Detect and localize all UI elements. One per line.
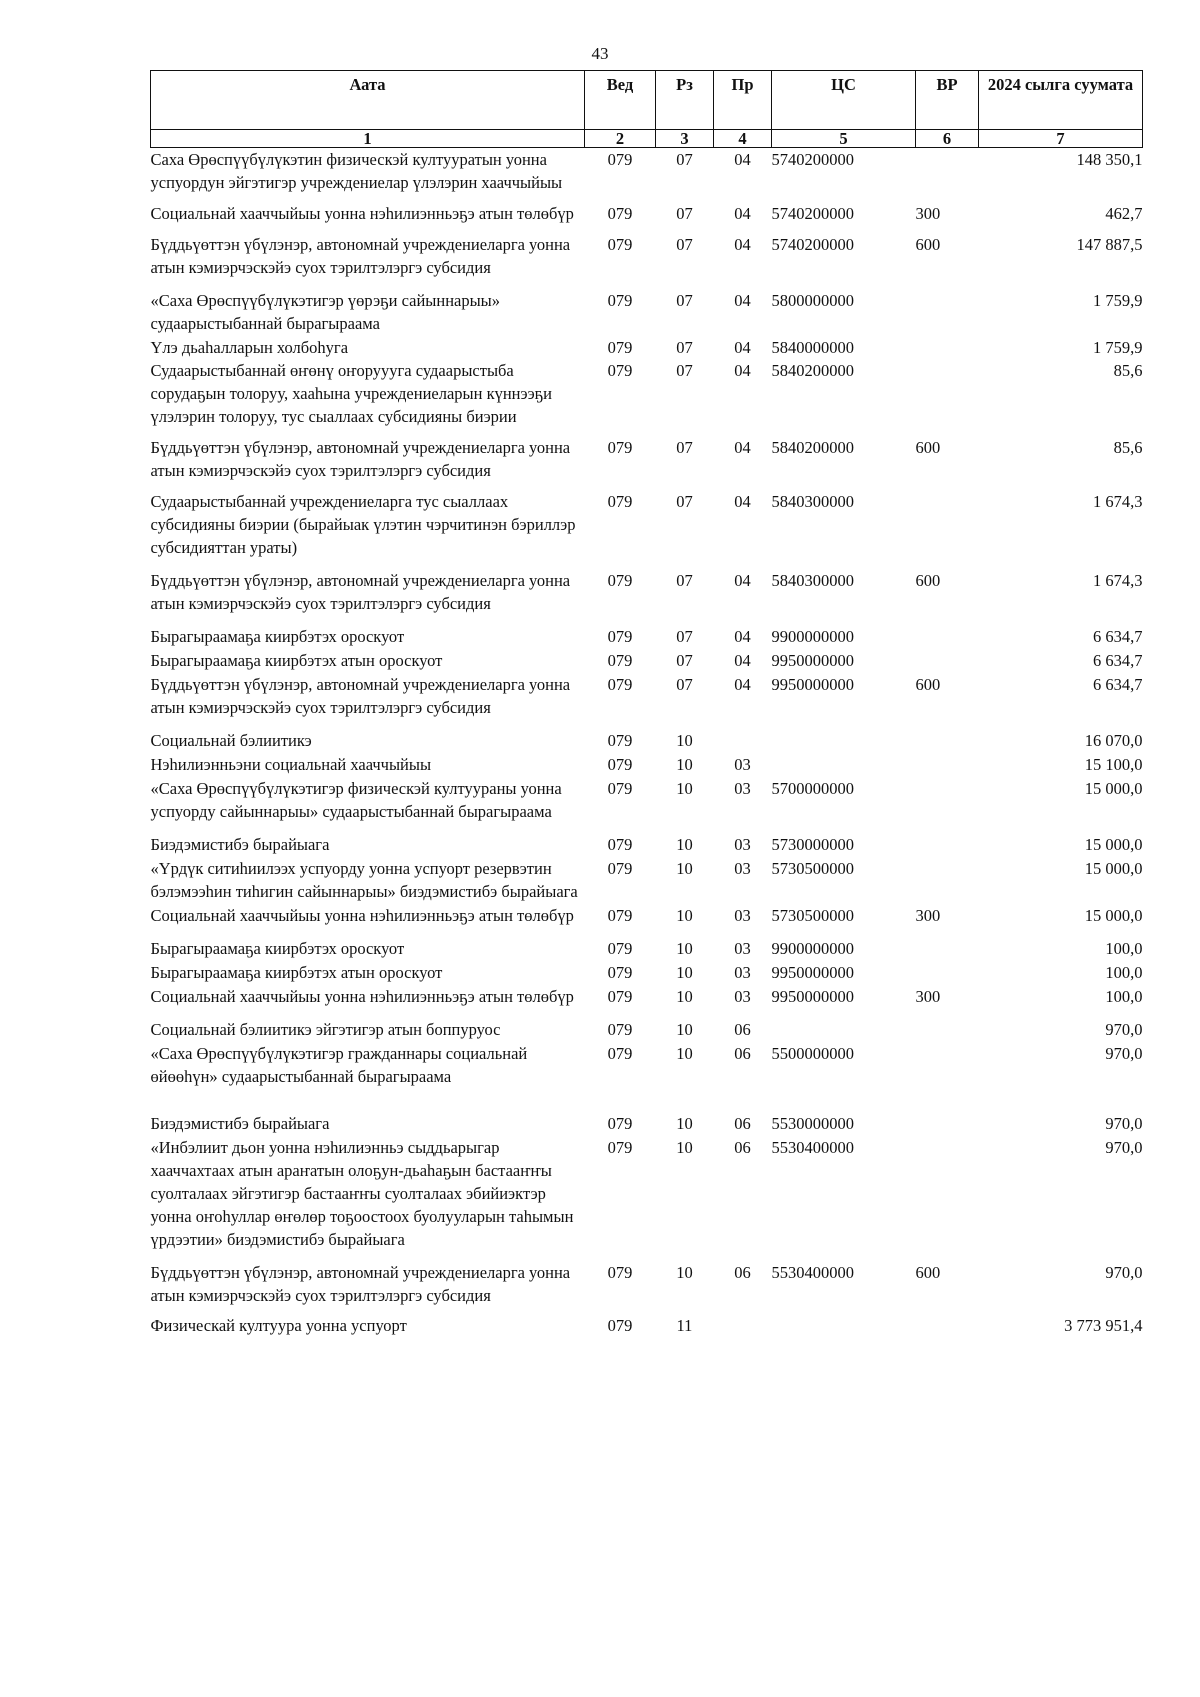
cell-rz: 10 [676, 835, 693, 854]
cell-rz: 10 [676, 987, 693, 1006]
cell-ved: 079 [607, 1263, 633, 1282]
cell-ved: 079 [607, 204, 633, 223]
cell-vr: 300 [915, 987, 941, 1006]
cell-name: «Саха Өрөспүүбүлүкэтигэр гражданнары социальнай өйөөһүн» судаарыстыбаннай бырагыраама [150, 1044, 528, 1086]
cell-ved: 079 [607, 755, 633, 774]
cell-name: Бырагыраамаҕа киирбэтэх ороскуот [150, 627, 405, 646]
cell-pr: 06 [734, 1044, 751, 1063]
cell-sum: 1 759,9 [1093, 338, 1143, 357]
cell-ved: 079 [607, 338, 633, 357]
table-row [151, 1261, 1143, 1314]
cell-cs: 5730500000 [771, 859, 854, 878]
cell-sum: 147 887,5 [1076, 235, 1143, 254]
cell-cs: 5730000000 [771, 835, 854, 854]
cell-vr: 600 [915, 1263, 941, 1282]
col-number: 2 [585, 130, 656, 148]
col-header-name: Аата [151, 71, 585, 130]
cell-cs: 5530400000 [771, 1138, 854, 1157]
cell-vr: 300 [915, 204, 941, 223]
cell-vr [916, 1136, 979, 1261]
cell-ved: 079 [607, 987, 633, 1006]
table-row [151, 1112, 1143, 1136]
table-row [151, 961, 1143, 985]
cell-ved: 079 [607, 835, 633, 854]
cell-pr: 04 [734, 291, 751, 310]
cell-name: Бырагыраамаҕа киирбэтэх атын ороскуот [150, 651, 443, 670]
table-row [151, 649, 1143, 673]
cell-pr: 03 [734, 939, 751, 958]
cell-ved: 079 [607, 438, 633, 457]
cell-pr: 04 [734, 675, 751, 694]
cell-sum: 15 000,0 [1084, 835, 1143, 854]
cell-name: «Саха Өрөспүүбүлүкэтигэр үөрэҕи сайыннарыы» судаарыстыбаннай бырагыраама [150, 291, 501, 333]
cell-name: Бүддьүөттэн үбүлэнэр, автономнай учреждениеларга уонна атын кэмиэрчэскэйэ суох тэрилтэлэргэ субсидия [150, 571, 571, 613]
cell-pr: 03 [734, 963, 751, 982]
col-header-ved: Вед [585, 71, 656, 130]
cell-vr [916, 1042, 979, 1112]
cell-name: Социальнай хааччыйыы уонна нэһилиэнньэҕэ атын төлөбүр [150, 204, 574, 223]
budget-table [150, 70, 1143, 1337]
cell-rz: 10 [676, 1138, 693, 1157]
cell-name: Социальнай хааччыйыы уонна нэһилиэнньэҕэ атын төлөбүр [150, 987, 574, 1006]
cell-sum: 970,0 [1105, 1138, 1143, 1157]
cell-ved: 079 [607, 291, 633, 310]
cell-ved: 079 [607, 571, 633, 590]
table-row [151, 937, 1143, 961]
page-number: 43 [591, 44, 609, 63]
cell-cs: 5800000000 [771, 291, 854, 310]
cell-sum: 462,7 [1105, 204, 1143, 223]
cell-rz: 07 [676, 492, 693, 511]
cell-pr: 04 [734, 204, 751, 223]
cell-ved: 079 [607, 1114, 633, 1133]
col-number: 3 [656, 130, 714, 148]
cell-vr [916, 625, 979, 649]
cell-name: Бырагыраамаҕа киирбэтэх ороскуот [150, 939, 405, 958]
cell-sum: 148 350,1 [1076, 150, 1143, 169]
cell-ved: 079 [607, 651, 633, 670]
cell-pr: 04 [734, 361, 751, 380]
cell-pr [714, 1314, 772, 1337]
cell-pr: 04 [734, 438, 751, 457]
cell-ved: 079 [607, 859, 633, 878]
cell-cs: 9950000000 [771, 987, 854, 1006]
table-body [151, 148, 1143, 1338]
cell-vr [916, 961, 979, 985]
cell-sum: 970,0 [1105, 1020, 1143, 1039]
cell-ved: 079 [607, 963, 633, 982]
cell-rz: 07 [676, 204, 693, 223]
cell-name: Социальнай бэлиитикэ эйгэтигэр атын боппуруос [150, 1020, 501, 1039]
cell-vr [916, 1018, 979, 1042]
cell-name: Биэдэмистибэ бырайыага [150, 1114, 330, 1133]
cell-rz: 10 [676, 906, 693, 925]
col-number: 6 [916, 130, 979, 148]
cell-rz: 10 [676, 1263, 693, 1282]
cell-sum: 1 759,9 [1093, 291, 1143, 310]
cell-name: «Саха Өрөспүүбүлүкэтигэр физическэй култуураны уонна успуорду сайыннарыы» судаарыстыбаннай бырагыраама [150, 779, 562, 821]
column-number-row [151, 130, 1143, 148]
cell-vr: 300 [915, 906, 941, 925]
cell-name: Нэһилиэнньэни социальнай хааччыйыы [150, 755, 432, 774]
cell-ved: 079 [607, 779, 633, 798]
cell-name: Бүддьүөттэн үбүлэнэр, автономнай учреждениеларга уонна атын кэмиэрчэскэйэ суох тэрилтэлэргэ субсидия [150, 1263, 571, 1305]
table-row [151, 833, 1143, 857]
cell-sum: 16 070,0 [1084, 731, 1143, 750]
cell-cs [772, 1314, 916, 1337]
table-row [151, 336, 1143, 359]
cell-cs: 5840300000 [771, 571, 854, 590]
cell-pr: 03 [734, 755, 751, 774]
table-row [151, 1018, 1143, 1042]
col-number: 7 [979, 130, 1143, 148]
cell-rz: 07 [676, 675, 693, 694]
cell-name: Социальнай бэлиитикэ [150, 731, 312, 750]
cell-pr: 06 [734, 1020, 751, 1039]
cell-ved: 079 [607, 1044, 633, 1063]
cell-ved: 079 [607, 731, 633, 750]
cell-pr: 04 [734, 651, 751, 670]
cell-pr: 04 [734, 627, 751, 646]
cell-ved: 079 [607, 906, 633, 925]
cell-pr [714, 729, 772, 753]
cell-name: Бүддьүөттэн үбүлэнэр, автономнай учреждениеларга уонна атын кэмиэрчэскэйэ суох тэрилтэлэргэ субсидия [150, 675, 571, 717]
cell-name: Судаарыстыбаннай өҥөнү оҥоруууга судаарыстыба сорудаҕын толоруу, хааһына учреждениеларын күннээҕи үлэлэрин толоруу, тус сыаллаах субсидияны биэрии [150, 361, 553, 426]
cell-cs: 5740200000 [771, 150, 854, 169]
cell-vr [916, 777, 979, 833]
cell-cs: 5840000000 [771, 338, 854, 357]
cell-vr [916, 289, 979, 336]
cell-cs [772, 1018, 916, 1042]
cell-sum: 970,0 [1105, 1263, 1143, 1282]
cell-vr [916, 336, 979, 359]
cell-rz: 07 [676, 338, 693, 357]
cell-rz: 07 [676, 438, 693, 457]
cell-ved: 079 [607, 235, 633, 254]
table-row [151, 202, 1143, 233]
cell-name: Саха Өрөспүүбүлүкэтин физическэй култууратын уонна успуордун эйгэтигэр учреждениелар үлэлэрин хааччыйыы [150, 150, 563, 192]
cell-sum: 970,0 [1105, 1044, 1143, 1063]
cell-sum: 6 634,7 [1093, 675, 1143, 694]
cell-cs: 9900000000 [771, 939, 854, 958]
table-row [151, 985, 1143, 1018]
cell-rz: 07 [676, 361, 693, 380]
col-header-cs: ЦС [772, 71, 916, 130]
cell-vr [916, 937, 979, 961]
cell-rz: 10 [676, 779, 693, 798]
cell-pr: 04 [734, 338, 751, 357]
cell-vr [916, 1314, 979, 1337]
cell-pr: 03 [734, 835, 751, 854]
cell-name: Физическай култуура уонна успуорт [150, 1316, 407, 1335]
cell-pr: 04 [734, 235, 751, 254]
cell-vr [916, 490, 979, 569]
cell-vr: 600 [915, 438, 941, 457]
cell-sum: 100,0 [1105, 963, 1143, 982]
col-header-pr: Пр [714, 71, 772, 130]
cell-cs: 5700000000 [771, 779, 854, 798]
cell-rz: 07 [676, 291, 693, 310]
cell-cs: 5530400000 [771, 1263, 854, 1282]
cell-rz: 10 [676, 1114, 693, 1133]
cell-sum: 15 000,0 [1084, 906, 1143, 925]
cell-cs: 9950000000 [771, 675, 854, 694]
cell-name: Социальнай хааччыйыы уонна нэһилиэнньэҕэ атын төлөбүр [150, 906, 574, 925]
cell-name: Биэдэмистибэ бырайыага [150, 835, 330, 854]
cell-cs: 5730500000 [771, 906, 854, 925]
cell-ved: 079 [607, 627, 633, 646]
cell-cs: 5840200000 [771, 361, 854, 380]
cell-rz: 07 [676, 627, 693, 646]
cell-sum: 100,0 [1105, 987, 1143, 1006]
cell-sum: 1 674,3 [1093, 492, 1143, 511]
cell-cs [772, 729, 916, 753]
cell-cs: 5740200000 [771, 235, 854, 254]
cell-sum: 85,6 [1113, 438, 1143, 457]
table-row [151, 148, 1143, 203]
cell-pr: 04 [734, 150, 751, 169]
table-row [151, 289, 1143, 336]
cell-cs: 5840200000 [771, 438, 854, 457]
cell-name: «Үрдүк ситиһиилээх успуорду уонна успуорт резервэтин бэлэмээһин тиһигин сайыннарыы» биэдэмистибэ бырайыага [150, 859, 578, 901]
cell-name: Судаарыстыбаннай учреждениеларга тус сыаллаах субсидияны биэрии (бырайыак үлэтин чэрчитинэн бэриллэр субсидияттан ураты) [150, 492, 576, 557]
cell-vr: 600 [915, 675, 941, 694]
cell-rz: 11 [676, 1316, 693, 1335]
table-row [151, 359, 1143, 436]
cell-pr: 04 [734, 571, 751, 590]
cell-pr: 06 [734, 1114, 751, 1133]
cell-sum: 15 000,0 [1084, 779, 1143, 798]
col-number: 4 [714, 130, 772, 148]
header-row [151, 71, 1143, 130]
cell-sum: 100,0 [1105, 939, 1143, 958]
cell-pr: 03 [734, 906, 751, 925]
cell-cs: 5840300000 [771, 492, 854, 511]
cell-rz: 07 [676, 235, 693, 254]
cell-vr [916, 753, 979, 777]
cell-pr: 06 [734, 1138, 751, 1157]
cell-pr: 04 [734, 492, 751, 511]
cell-sum: 6 634,7 [1093, 651, 1143, 670]
table-row [151, 729, 1143, 753]
cell-sum: 85,6 [1113, 361, 1143, 380]
cell-vr [916, 833, 979, 857]
cell-rz: 10 [676, 1044, 693, 1063]
table-row [151, 1136, 1143, 1261]
cell-pr: 06 [734, 1263, 751, 1282]
table-row [151, 753, 1143, 777]
cell-vr [916, 649, 979, 673]
cell-cs: 9950000000 [771, 651, 854, 670]
table-row [151, 857, 1143, 904]
table-row [151, 233, 1143, 289]
cell-vr [916, 729, 979, 753]
cell-ved: 079 [607, 361, 633, 380]
cell-pr: 03 [734, 859, 751, 878]
cell-ved: 079 [607, 939, 633, 958]
table-row [151, 625, 1143, 649]
cell-vr [916, 857, 979, 904]
cell-rz: 10 [676, 1020, 693, 1039]
cell-vr [916, 1112, 979, 1136]
cell-cs: 5530000000 [771, 1114, 854, 1133]
cell-cs: 9900000000 [771, 627, 854, 646]
cell-name: Бырагыраамаҕа киирбэтэх атын ороскуот [150, 963, 443, 982]
col-header-sum: 2024 сылга суумата [979, 71, 1143, 130]
cell-rz: 10 [676, 755, 693, 774]
cell-rz: 10 [676, 939, 693, 958]
cell-rz: 07 [676, 651, 693, 670]
cell-name: Бүддьүөттэн үбүлэнэр, автономнай учреждениеларга уонна атын кэмиэрчэскэйэ суох тэрилтэлэргэ субсидия [150, 438, 571, 480]
table-row [151, 1042, 1143, 1112]
cell-ved: 079 [607, 1020, 633, 1039]
col-header-rz: Рз [656, 71, 714, 130]
cell-rz: 07 [676, 150, 693, 169]
cell-rz: 10 [676, 731, 693, 750]
cell-cs: 9950000000 [771, 963, 854, 982]
cell-pr: 03 [734, 987, 751, 1006]
cell-sum: 15 100,0 [1084, 755, 1143, 774]
cell-ved: 079 [607, 1138, 633, 1157]
cell-vr: 600 [915, 235, 941, 254]
table-row [151, 436, 1143, 490]
col-header-vr: ВР [916, 71, 979, 130]
cell-sum: 1 674,3 [1093, 571, 1143, 590]
cell-rz: 10 [676, 963, 693, 982]
table-row [151, 904, 1143, 937]
cell-rz: 07 [676, 571, 693, 590]
col-number: 1 [151, 130, 585, 148]
cell-name: Бүддьүөттэн үбүлэнэр, автономнай учреждениеларга уонна атын кэмиэрчэскэйэ суох тэрилтэлэргэ субсидия [150, 235, 571, 277]
cell-cs: 5500000000 [771, 1044, 854, 1063]
cell-vr: 600 [915, 571, 941, 590]
table-row [151, 569, 1143, 625]
table-row [151, 673, 1143, 729]
table-row [151, 1314, 1143, 1337]
table-row [151, 777, 1143, 833]
cell-sum: 15 000,0 [1084, 859, 1143, 878]
cell-vr [916, 359, 979, 436]
cell-rz: 10 [676, 859, 693, 878]
cell-vr [916, 148, 979, 203]
cell-name: Үлэ дьаһалларын холбоһуга [150, 338, 349, 357]
cell-cs [772, 753, 916, 777]
cell-sum: 6 634,7 [1093, 627, 1143, 646]
cell-sum: 970,0 [1105, 1114, 1143, 1133]
cell-name: «Инбэлиит дьон уонна нэһилиэнньэ сыддьарыгар хааччахтаах атын араҥатын олоҕун-дьаһаҕын бастааҥҥы суолталаах эйгэтигэр бастааҥҥы суолталаах эбийиэктэр уонна оҥоһуллар өҥөлөр тоҕоостоох буолууларын таһымын үрдээтии» биэдэмистибэ бырайыага [150, 1138, 574, 1249]
col-number: 5 [772, 130, 916, 148]
cell-cs: 5740200000 [771, 204, 854, 223]
cell-ved: 079 [607, 1316, 633, 1335]
cell-ved: 079 [607, 150, 633, 169]
cell-ved: 079 [607, 675, 633, 694]
cell-pr: 03 [734, 779, 751, 798]
cell-sum: 3 773 951,4 [1064, 1316, 1143, 1335]
cell-ved: 079 [607, 492, 633, 511]
table-row [151, 490, 1143, 569]
